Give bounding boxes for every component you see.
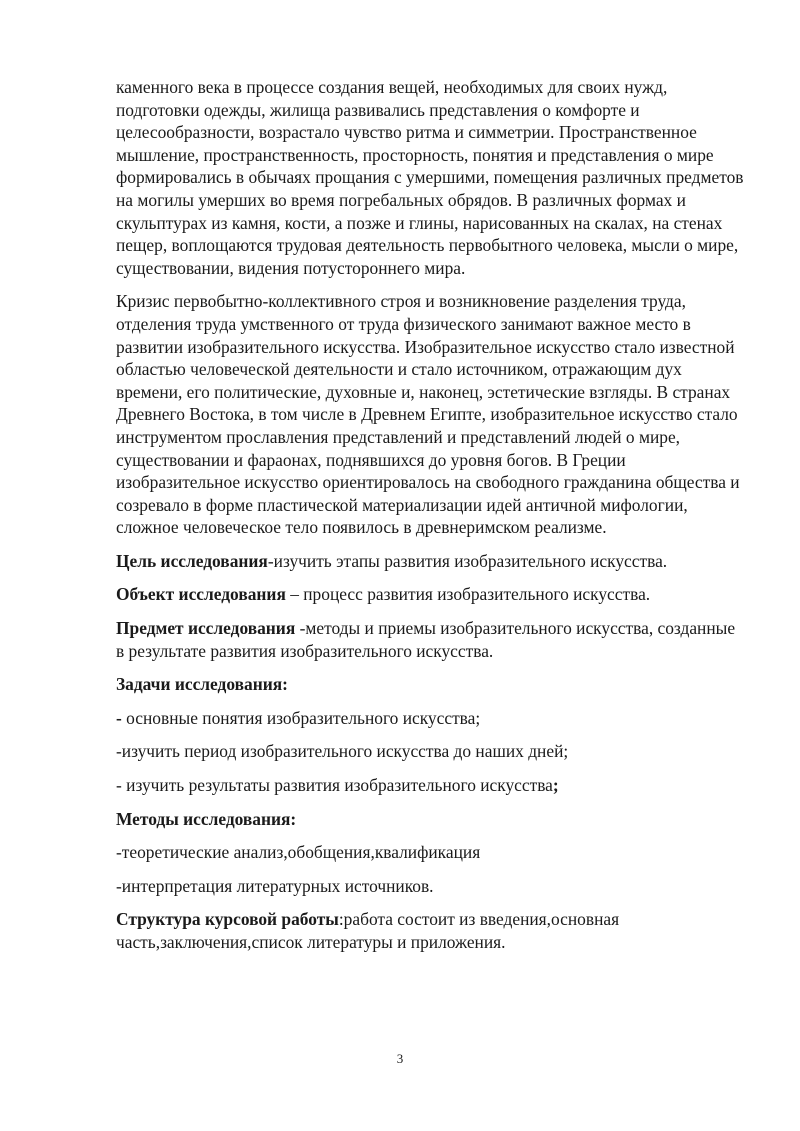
paragraph-intro-continued: каменного века в процессе создания вещей, необходимых для своих нужд, подготовки одежды, жилища развивались представления о комфорте и целесообразности, возрастало чувство ритма и симметрии. Пространственное мышление, пространственность, просторность, понятия и представления о мире формировались в обычаях прощания с умершими, помещения различных предметов на могилы умерших во время погребальных обрядов. В различных формах и скульптурах из камня, кости, а позже и глины, нарисованных на скалах, на стенах пещер, воплощаются трудовая деятельность первобытного человека, мысли о мире, существовании, видения потустороннего мира. — [116, 77, 744, 278]
task-item-1-text: основные понятия изобразительного искусства; — [121, 707, 481, 728]
research-goal — [116, 550, 746, 573]
research-method-item-2: -интерпретация литературных источников. — [116, 875, 434, 896]
paragraph-crisis: Кризис первобытно-коллективного строя и возникновение разделения труда, отделения труда умственного от труда физического занимают важное место в развитии изобразительного искусства. Изобразительное искусство стало известной областью человеческой деятельности и стало источником, отражающим дух времени, его политические, духовные и, наконец, эстетические взгляды. В странах Древнего Востока, в том числе в Древнем Египте, изобразительное искусство стало инструментом прославления представлений и представлений людей о мире, существовании и фараонах, поднявшихся до уровня богов. В Греции изобразительное искусство ориентировалось на свободного гражданина общества и созревало в форме пластической материализации идей античной мифологии, сложное человеческое тело появилось в древнеримском реализме. — [116, 291, 740, 538]
task-item-1-dash: - — [116, 707, 122, 728]
research-task-item-3 — [116, 774, 746, 797]
research-object-label: Объект исследования — [116, 584, 286, 605]
coursework-structure-label: Структура курсовой работы — [116, 909, 339, 930]
research-methods-heading-text: Методы исследования: — [116, 808, 297, 829]
research-goal-label: Цель исследования — [116, 550, 268, 571]
page-content — [116, 76, 746, 965]
coursework-structure — [116, 908, 746, 953]
research-subject — [116, 617, 746, 662]
research-object-text: – процесс развития изобразительного искусства. — [285, 584, 651, 605]
research-goal-text: -изучить этапы развития изобразительного искусства. — [267, 550, 668, 571]
page-number: 3 — [396, 1051, 404, 1066]
research-methods-heading — [116, 808, 746, 831]
research-task-item-2: -изучить период изобразительного искусства до наших дней; — [116, 741, 569, 762]
task-item-3-end: ; — [552, 775, 559, 796]
research-tasks-heading-text: Задачи исследования: — [116, 674, 288, 695]
task-item-3-text: - изучить результаты развития изобразительного искусства — [116, 775, 553, 796]
research-subject-label: Предмет исследования — [116, 618, 296, 639]
coursework-structure-text: :работа состоит из введения,основная часть,заключения,список литературы и приложения. — [116, 909, 620, 952]
research-subject-text: -методы и приемы изобразительного искусства, созданные в результате развития изобразительного искусства. — [116, 618, 736, 661]
research-tasks-heading — [116, 673, 746, 696]
research-task-item-1 — [116, 707, 746, 730]
research-object — [116, 583, 746, 606]
research-method-item-1: -теоретические анализ,обобщения,квалификация — [116, 842, 481, 863]
